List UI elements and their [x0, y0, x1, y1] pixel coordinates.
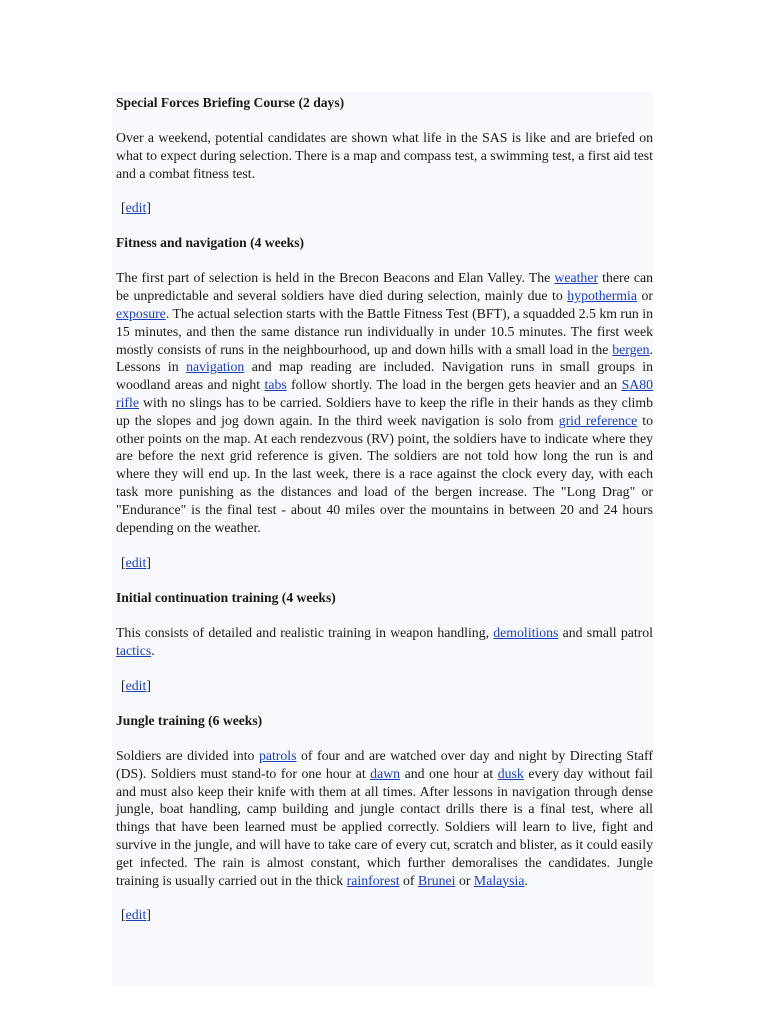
inline-link[interactable]: tabs — [264, 377, 287, 393]
paragraph-text: Over a weekend, potential candidates are shown what life in the SAS is like and are briefed on what to expect during selection. There is a map and compass test, a swimming test, a first aid test and a combat fitness test. — [116, 130, 653, 181]
inline-link[interactable]: dusk — [497, 765, 524, 781]
inline-link[interactable]: SA80 — [621, 377, 653, 393]
paragraph-text: or — [637, 288, 653, 304]
edit-bracket-close: ] — [146, 200, 151, 216]
paragraph-text: Soldiers are divided into — [116, 747, 259, 763]
section-paragraph — [116, 129, 653, 182]
paragraph-text: with no slings has to be carried. Soldiers have to keep the rifle in their hands as they climb up the slopes and jog down again. In the third week navigation is solo from — [116, 394, 653, 428]
inline-link[interactable]: rainforest — [346, 872, 400, 888]
document-page — [112, 92, 653, 987]
inline-link[interactable]: demolitions — [493, 625, 559, 641]
paragraph-text: or — [455, 872, 474, 888]
edit-bracket-close: ] — [146, 555, 151, 571]
edit-link[interactable]: edit — [125, 555, 147, 571]
edit-link[interactable]: edit — [125, 907, 147, 923]
inline-link[interactable]: dawn — [370, 765, 401, 781]
edit-bracket-open: [ — [121, 555, 126, 571]
inline-link[interactable]: bergen — [612, 341, 650, 357]
edit-bracket-open: [ — [121, 677, 126, 693]
edit-bracket-close: ] — [146, 907, 151, 923]
paragraph-text: The first part of selection is held in the Brecon Beacons and Elan Valley. The — [116, 270, 555, 286]
inline-link[interactable]: Malaysia — [473, 872, 525, 888]
inline-link[interactable]: patrols — [258, 747, 297, 763]
inline-link[interactable]: grid reference — [558, 412, 638, 428]
paragraph-text: . — [524, 872, 528, 888]
paragraph-text: . Lessons in — [116, 341, 653, 375]
paragraph-text: . The actual selection starts with the Battle Fitness Test (BFT), a squadded 2.5 km run in 15 minutes, and then the same distance run individually in under 10.5 minutes. The first week mostly consists of runs in the neighbourhood, up and down hills with a small load in the — [116, 305, 653, 357]
edit-section-link — [116, 199, 653, 217]
paragraph-text: every day without fail and must also keep their knife with them at all times. After lessons in navigation through dense jungle, boat handling, camp building and jungle contact drills there is a final test, where all things that have been learned must be applied correctly. Soldiers will learn to live, fight and survive in the jungle, and will have to take care of every cut, scratch and blister, as it could easily get infected. The rain is almost constant, which further demoralises the candidates. Jungle training is usually carried out in the thick — [116, 765, 653, 888]
inline-link[interactable]: weather — [554, 270, 599, 286]
inline-link[interactable]: rifle — [116, 394, 139, 410]
paragraph-text: and small patrol — [558, 625, 653, 641]
paragraph-text: there can be unpredictable and several soldiers have died during selection, mainly due to — [116, 270, 653, 304]
section-paragraph — [116, 747, 653, 889]
section-heading: Jungle training (6 weeks) — [116, 712, 263, 728]
section-paragraph — [116, 624, 653, 660]
section-heading: Initial continuation training (4 weeks) — [116, 590, 336, 606]
edit-link[interactable]: edit — [125, 677, 147, 693]
paragraph-text: . — [151, 643, 155, 659]
paragraph-text: follow shortly. The load in the bergen gets heavier and an — [286, 377, 622, 393]
paragraph-text: and one hour at — [400, 765, 498, 781]
edit-section-link — [116, 906, 653, 924]
section-paragraph — [116, 269, 653, 536]
paragraph-text: of four and are watched over day and night by Directing Staff (DS). Soldiers must stand-to for one hour at — [116, 747, 653, 781]
edit-link[interactable]: edit — [125, 200, 147, 216]
section-heading: Fitness and navigation (4 weeks) — [116, 235, 305, 251]
paragraph-text: and map reading are included. Navigation runs in small groups in woodland areas and night — [116, 359, 653, 393]
paragraph-text: of — [399, 872, 418, 888]
paragraph-text: This consists of detailed and realistic training in weapon handling, — [116, 625, 494, 641]
inline-link[interactable]: Brunei — [417, 872, 456, 888]
edit-section-link — [116, 554, 653, 572]
section-heading: Special Forces Briefing Course (2 days) — [116, 95, 345, 110]
inline-link[interactable]: exposure — [116, 305, 166, 321]
edit-bracket-open: [ — [121, 907, 126, 923]
article-content — [116, 92, 653, 924]
inline-link[interactable]: navigation — [186, 359, 245, 375]
edit-bracket-close: ] — [146, 677, 151, 693]
inline-link[interactable]: tactics — [116, 643, 152, 659]
edit-bracket-open: [ — [121, 200, 126, 216]
inline-link[interactable]: hypothermia — [567, 288, 637, 304]
edit-section-link — [116, 677, 653, 695]
paragraph-text: to other points on the map. At each rendezvous (RV) point, the soldiers have to indicate where they are before the next grid reference is given. The soldiers are not told how long the run is and where they will end up. In the last week, there is a race against the clock every day, with each task more punishing as the distances and load of the bergen increase. The "Long Drag" or "Endurance" is the final test - about 40 miles over the mountains in between 20 and 24 hours depending on the weather. — [116, 412, 653, 535]
